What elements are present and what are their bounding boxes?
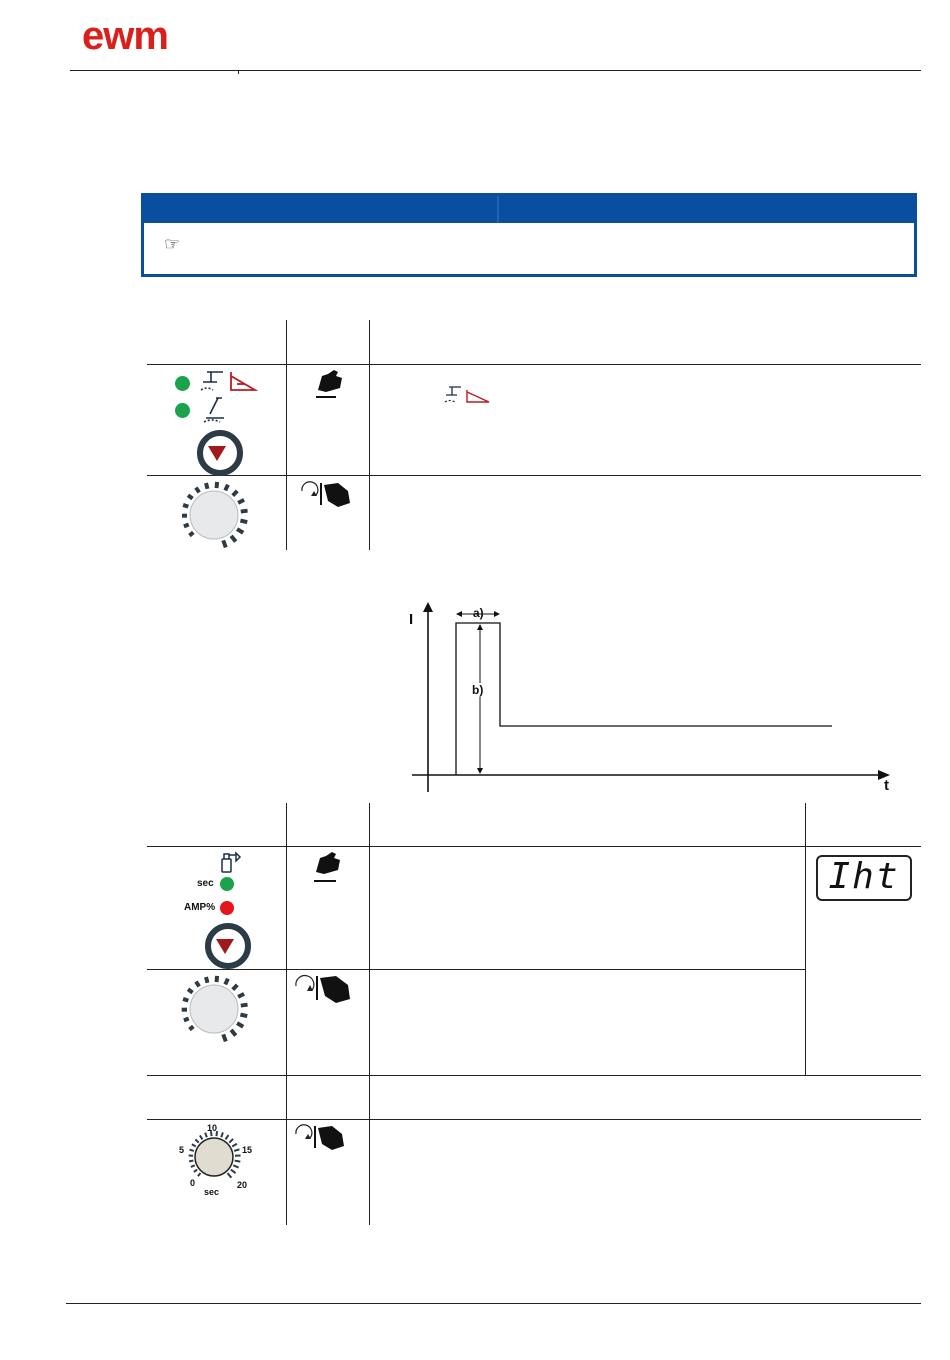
knob-tick <box>195 1139 198 1142</box>
knob-tick <box>223 540 226 547</box>
x-axis-label: t <box>884 777 889 794</box>
knob-tick <box>196 488 199 493</box>
knob-tick <box>192 1144 196 1146</box>
knob-tick <box>188 989 193 992</box>
turn-hand-icon <box>292 972 354 1006</box>
knob-tick <box>206 483 207 489</box>
note-header-bar <box>144 196 914 223</box>
green-led <box>175 376 190 391</box>
dial-label-20: 20 <box>237 1180 248 1190</box>
knob-tick <box>183 999 188 1001</box>
torch-icon <box>200 396 230 424</box>
table1-col-divider <box>369 320 370 550</box>
turn-hand-icon <box>298 479 354 509</box>
knob-tick <box>206 977 207 983</box>
knob-tick <box>191 1165 195 1167</box>
knob-tick <box>189 1026 193 1029</box>
table2-col-divider <box>805 803 806 1075</box>
dial-label-0: 0 <box>190 1178 196 1188</box>
knob-tick <box>226 1135 229 1139</box>
rotary-knob[interactable] <box>182 479 252 549</box>
knob-tick <box>231 1170 236 1174</box>
knob-tick <box>189 1161 193 1162</box>
table2-col-divider <box>369 803 370 1225</box>
knob-tick <box>184 1019 189 1021</box>
knob-tick <box>188 495 193 498</box>
knob-tick <box>241 511 248 512</box>
table2-col-divider <box>286 803 287 1225</box>
sec-label: sec <box>197 878 214 889</box>
dial-label-5: 5 <box>179 1145 185 1155</box>
footer-rule <box>66 1303 921 1304</box>
press-hand-icon <box>312 368 346 402</box>
down-button[interactable] <box>197 430 243 476</box>
table2-row-rule <box>147 1075 921 1076</box>
down-arrow-icon <box>216 939 234 954</box>
knob-tick <box>233 491 238 496</box>
ewm-logo <box>82 14 212 58</box>
table1-header-rule <box>147 364 921 365</box>
table1-row-rule <box>147 475 921 476</box>
knob-tick <box>225 979 228 985</box>
knob-tick <box>231 1030 236 1036</box>
knob-tick <box>240 521 247 522</box>
logo-text: ewm <box>82 14 168 58</box>
knob-tick <box>200 1135 203 1139</box>
knob-tick <box>232 1144 237 1147</box>
knob-tick <box>223 1034 226 1041</box>
note-box <box>141 193 917 277</box>
knob-tick <box>238 500 244 503</box>
knob-tick <box>190 1150 194 1151</box>
knob-tick <box>241 1005 248 1006</box>
knob-tick <box>227 1173 231 1178</box>
knob-tick <box>233 1165 238 1167</box>
table1-col-divider <box>286 320 287 550</box>
knob-tick <box>231 536 236 542</box>
label-a: a) <box>473 606 484 620</box>
knob-tick <box>198 1173 201 1176</box>
dial-unit-label: sec <box>204 1187 220 1197</box>
dial-label-10: 10 <box>207 1123 218 1133</box>
press-hand-icon <box>310 850 346 886</box>
knob-tick <box>237 1023 243 1027</box>
header-rule <box>70 70 921 71</box>
knob-tick <box>233 985 238 990</box>
dial-label-15: 15 <box>242 1145 253 1155</box>
table2-header-rule <box>147 846 921 847</box>
note-header-divider <box>497 196 499 223</box>
amp-percent-label: AMP% <box>184 902 216 913</box>
knob-tick <box>229 1139 233 1143</box>
knob-tick <box>235 1161 241 1162</box>
table2-row-rule <box>147 1119 921 1120</box>
rotary-knob[interactable] <box>180 973 254 1047</box>
knob-tick <box>184 525 189 527</box>
turn-hand-icon <box>292 1122 348 1152</box>
knob-tick <box>225 485 228 491</box>
y-axis-arrow <box>423 602 433 612</box>
red-led <box>220 901 234 915</box>
down-button[interactable] <box>205 923 251 969</box>
knob-tick <box>237 529 243 533</box>
green-led <box>175 403 190 418</box>
green-led <box>220 877 234 891</box>
knob-tick <box>240 1015 247 1016</box>
down-arrow-icon <box>208 446 226 461</box>
torch-ramp-icon <box>197 368 259 394</box>
knob-tick <box>183 505 188 507</box>
header-tick <box>238 70 239 74</box>
knob-tick <box>205 1133 207 1138</box>
knob-tick <box>221 1132 223 1137</box>
knob-tick <box>217 976 218 982</box>
gas-bottle-icon <box>218 851 244 875</box>
label-b: b) <box>472 683 484 697</box>
knob-tick <box>196 982 199 987</box>
knob-tick <box>194 1170 197 1172</box>
y-axis-label: I <box>409 611 414 628</box>
knob-tick <box>234 1149 239 1151</box>
knob-tick <box>238 994 244 997</box>
current-time-diagram <box>400 598 900 798</box>
knob-tick <box>217 482 218 488</box>
table2-row-rule <box>147 969 805 970</box>
seven-segment-display: Iht <box>816 855 912 901</box>
torch-ramp-inline-icon <box>443 384 493 406</box>
pointing-hand-icon: ☞ <box>164 234 181 254</box>
knob-tick <box>189 532 193 535</box>
